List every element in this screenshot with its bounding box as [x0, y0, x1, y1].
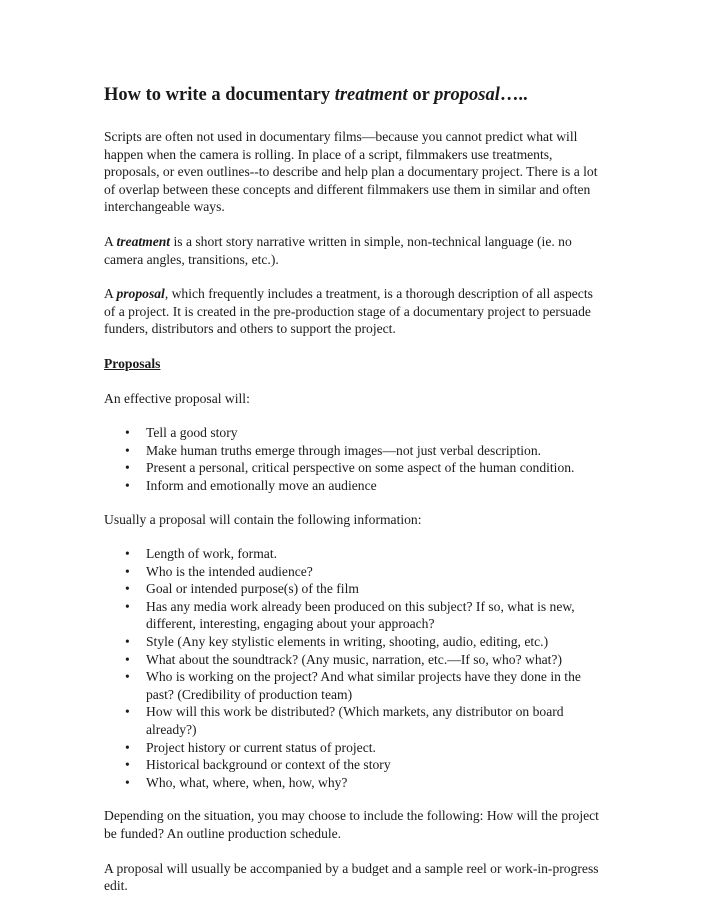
list-item: • How will this work be distributed? (Which markets, any distributor on board already?)	[104, 703, 604, 738]
title-prefix: How to write a documentary	[104, 85, 335, 105]
closing-paragraph: A proposal will usually be accompanied by a budget and a sample reel or work-in-progress edit.	[104, 860, 599, 894]
list-item: • Length of work, format.	[104, 545, 604, 563]
list-item: • Project history or current status of project.	[104, 739, 604, 757]
treatment-lead: A	[104, 233, 117, 249]
proposal-term: proposal	[116, 286, 165, 302]
contents-list	[104, 545, 604, 791]
proposal-definition	[104, 285, 604, 338]
list-item: • Inform and emotionally move an audience	[104, 477, 604, 495]
list-item: • Who, what, where, when, how, why?	[104, 774, 604, 792]
list-item: • Goal or intended purpose(s) of the film	[104, 580, 604, 598]
list-item: • Tell a good story	[104, 424, 604, 442]
intro-paragraph: Scripts are often not used in documentary films—because you cannot predict what will happen when the camera is rolling. In place of a script, filmmakers use treatments, proposals, or even outlines--to describe and help plan a documentary project. There is a lot of overlap between these concepts and different filmmakers use them in similar and often interchangeable ways.	[104, 129, 598, 215]
title-proposal: proposal	[434, 85, 500, 105]
list-item: • Present a personal, critical perspective on some aspect of the human condition.	[104, 459, 604, 477]
title-treatment: treatment	[334, 85, 408, 105]
treatment-definition	[104, 233, 604, 268]
list-item: • What about the soundtrack? (Any music, narration, etc.—If so, who? what?)	[104, 651, 604, 669]
list-item: • Historical background or context of the story	[104, 756, 604, 774]
list-item: • Make human truths emerge through images—not just verbal description.	[104, 442, 604, 460]
list-item: • Style (Any key stylistic elements in writing, shooting, audio, editing, etc.)	[104, 633, 604, 651]
title-suffix: …..	[499, 85, 528, 105]
effective-intro: An effective proposal will:	[104, 390, 250, 406]
proposal-rest: , which frequently includes a treatment, is a thorough description of all aspects of a project. It is created in the pre-production stage of a documentary project to persuade funders, distributors and others to support the project.	[104, 286, 593, 337]
list-item: • Has any media work already been produced on this subject? If so, what is new, different, interesting, engaging about your approach?	[104, 598, 604, 633]
proposal-lead: A	[104, 286, 117, 302]
effective-list	[104, 424, 604, 494]
proposals-heading: Proposals	[104, 355, 161, 371]
treatment-rest: is a short story narrative written in simple, non-technical language (ie. no camera angles, transitions, etc.).	[104, 233, 572, 267]
situation-paragraph: Depending on the situation, you may choose to include the following: How will the project be funded? An outline production schedule.	[104, 808, 599, 841]
list-item: • Who is the intended audience?	[104, 563, 604, 581]
document-title	[104, 84, 604, 106]
title-middle: or	[407, 85, 435, 105]
treatment-term: treatment	[116, 233, 171, 249]
document-page	[104, 84, 604, 912]
contents-intro: Usually a proposal will contain the following information:	[104, 511, 422, 527]
list-item: • Who is working on the project? And what similar projects have they done in the past? (Credibility of production team)	[104, 668, 604, 703]
